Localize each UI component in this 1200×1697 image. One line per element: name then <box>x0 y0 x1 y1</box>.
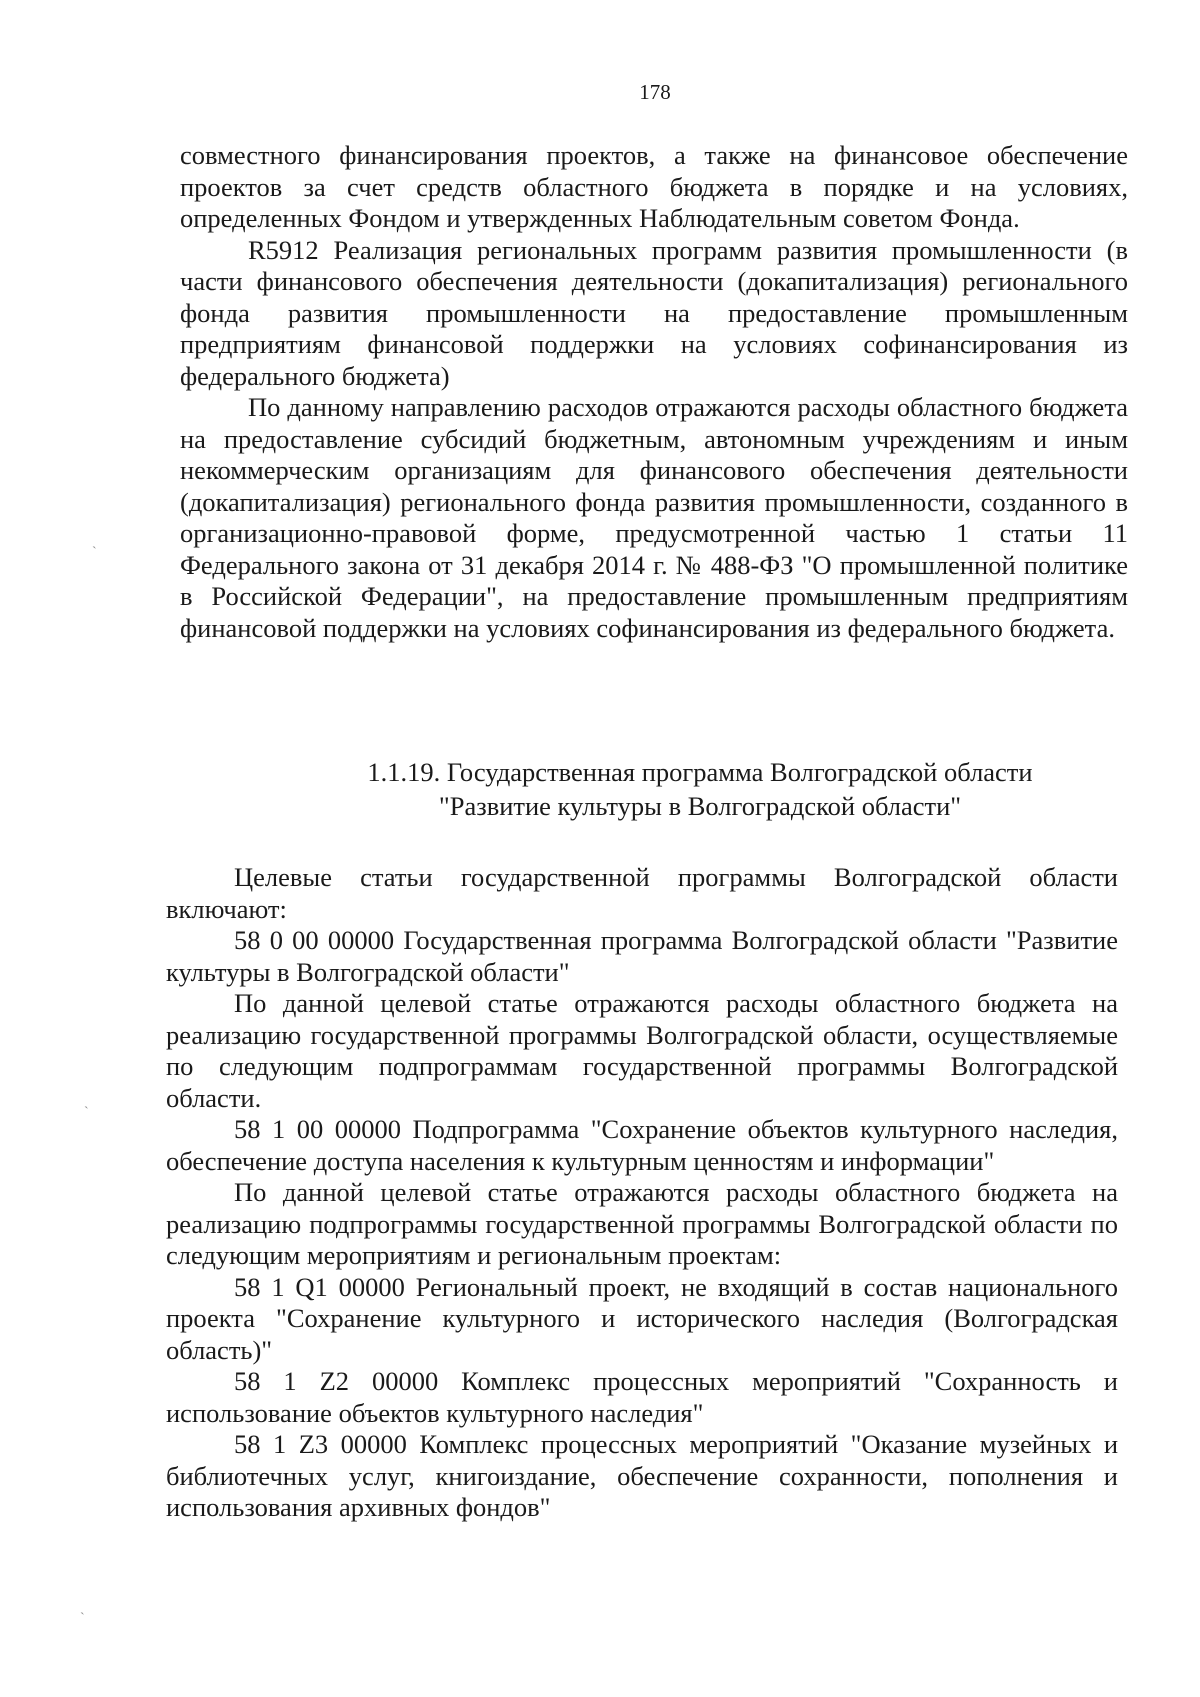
section-2-text <box>166 862 1118 1524</box>
paragraph: 58 1 Z3 00000 Комплекс процессных мероприятий "Оказание музейных и библиотечных услуг, книгоиздание, обеспечение сохранности, пополнения и использования архивных фондов" <box>166 1429 1118 1522</box>
paragraph: По данному направлению расходов отражаются расходы областного бюджета на предоставление субсидий бюджетным, автономным учреждениям и иным некоммерческим организациям для финансового обеспечения деятельности (докапитализация) регионального фонда развития промышленности, созданного в организационно-правовой форме, предусмотренной частью 1 статьи 11 Федерального закона от 31 декабря 2014 г. № 488-ФЗ "О промышленной политике в Российской Федерации", на предоставление промышленным предприятиям финансовой поддержки на условиях софинансирования из федерального бюджета. <box>180 392 1128 643</box>
paragraph: 58 1 Q1 00000 Региональный проект, не входящий в состав национального проекта "Сохранение культурного и исторического наследия (Волгоградская область)" <box>166 1271 1118 1365</box>
section-heading <box>300 755 1100 823</box>
paragraph: По данной целевой статье отражаются расходы областного бюджета на реализацию подпрограммы государственной программы Волгоградской области по следующим мероприятиям и региональным проектам: <box>166 1177 1118 1270</box>
paragraph: 58 0 00 00000 Государственная программа Волгоградской области "Развитие культуры в Волгоградской области" <box>166 925 1118 987</box>
paragraph: 58 1 00 00000 Подпрограмма "Сохранение объектов культурного наследия, обеспечение доступа населения к культурным ценностям и информации" <box>166 1114 1118 1176</box>
heading-line: 1.1.19. Государственная программа Волгоградской области <box>367 757 1033 787</box>
paragraph: R5912 Реализация региональных программ развития промышленности (в части финансового обеспечения деятельности (докапитализация) регионального фонда развития промышленности на предоставление промышленным предприятиям финансовой поддержки на условиях софинансирования из федерального бюджета) <box>180 234 1128 391</box>
scan-mark: ˋ <box>92 545 97 560</box>
heading-line: "Развитие культуры в Волгоградской области" <box>438 791 962 821</box>
paragraph: По данной целевой статье отражаются расходы областного бюджета на реализацию государственной программы Волгоградской области, осуществляемые по следующим подпрограммам государственной программы Волгоградской области. <box>166 988 1118 1113</box>
scan-mark: ˋ <box>80 1611 85 1626</box>
section-1-text <box>180 140 1128 644</box>
paragraph: Целевые статьи государственной программы Волгоградской области включают: <box>166 862 1118 924</box>
scan-mark: ˋ <box>84 1105 89 1120</box>
page-number: 178 <box>639 80 671 104</box>
paragraph: совместного финансирования проектов, а также на финансовое обеспечение проектов за счет средств областного бюджета в порядке и на условиях, определенных Фондом и утвержденных Наблюдательным советом Фонда. <box>180 140 1128 233</box>
paragraph: 58 1 Z2 00000 Комплекс процессных мероприятий "Сохранность и использование объектов культурного наследия" <box>166 1366 1118 1428</box>
